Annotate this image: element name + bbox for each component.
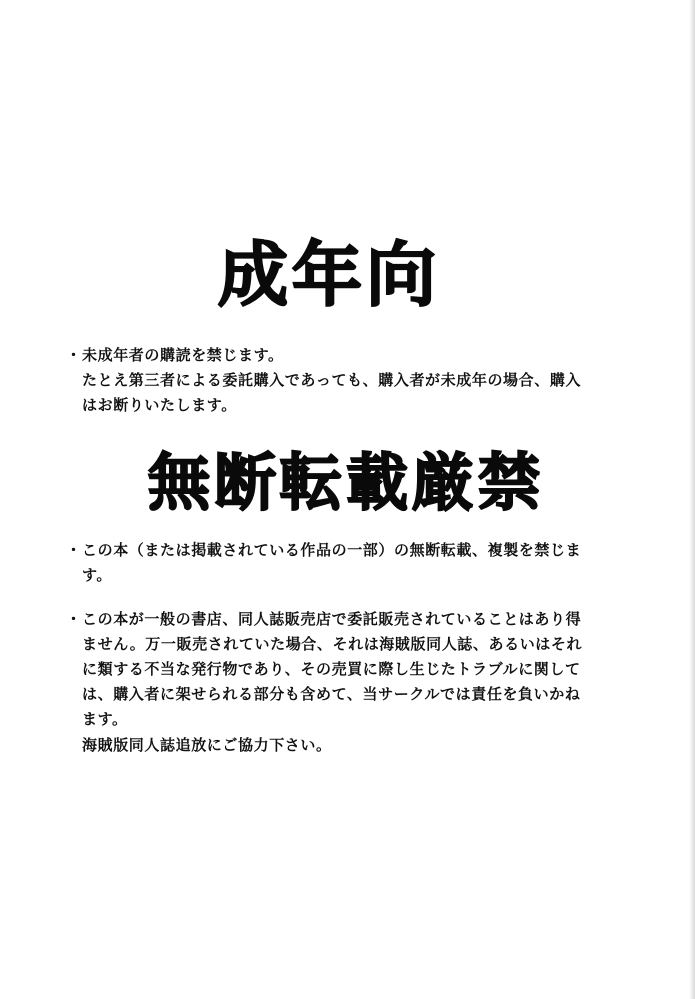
piracy-notice-line-2: ません。万一販売されていた場合、それは海賊版同人誌、あるいはそれ [82,635,583,653]
piracy-notice-line-1: この本が一般の書店、同人誌販売店で委託販売されていることはあり得 [82,610,582,628]
adult-notice-line-3: はお断りいたします。 [82,396,237,414]
piracy-notice-line-4: は、購入者に架せられる部分も含めて、当サークルでは責任を負いかね [82,685,581,703]
piracy-notice-line-6: 海賊版同人誌追放にご協力下さい。 [82,736,332,754]
heading-no-reprint: 無断転載厳禁 [148,446,545,519]
heading-adult-only: 成年向 [218,234,440,316]
reprint-notice-line-1: この本（または掲載されている作品の一部）の無断転載、複製を禁じま [82,541,582,559]
bullet-reprint-notice: ・ [66,541,82,559]
adult-notice-line-1: 未成年者の購読を禁じます。 [82,346,284,364]
adult-notice-line-2: たとえ第三者による委託購入であっても、購入者が未成年の場合、購入 [82,371,582,389]
bullet-adult-notice: ・ [66,346,82,364]
bullet-piracy-notice: ・ [66,610,82,628]
reprint-notice-line-2: す。 [82,566,113,584]
page-edge-shadow [689,0,695,999]
piracy-notice-line-5: ます。 [82,710,128,728]
piracy-notice-line-3: に類する不当な発行物であり、その売買に際し生じたトラブルに関して [82,660,581,678]
